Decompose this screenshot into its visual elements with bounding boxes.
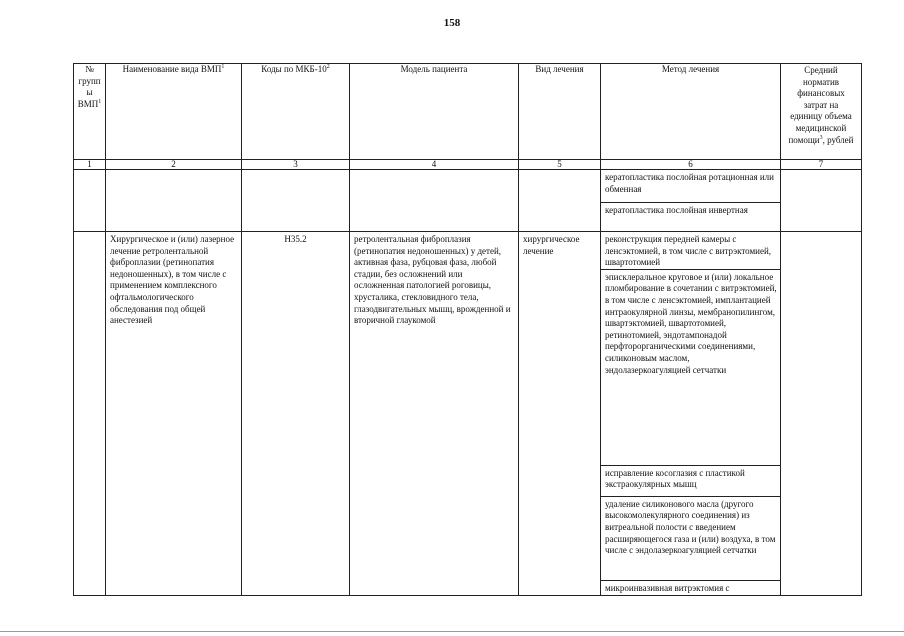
cell-mkb-code: H35.2 [242, 232, 350, 596]
header-mkb-codes: Коды по МКБ-$10^2$ [242, 64, 350, 160]
cell-cost [781, 232, 862, 596]
cell-method: микроинвазивная витрэктомия с [601, 580, 781, 595]
page-bottom-edge [0, 631, 904, 632]
column-number: 1 [74, 160, 106, 170]
cell-group-no [74, 232, 106, 596]
header-treatment-method: Метод лечения [601, 64, 781, 160]
column-number: 3 [242, 160, 350, 170]
column-number: 6 [601, 160, 781, 170]
column-number-row [74, 160, 862, 170]
cell-cost [781, 170, 862, 232]
cell-method: реконструкция передней камеры с ленсэктомией, в том числе с витрэктомией, швартотомией [601, 232, 781, 270]
header-vmp-name: Наименование вида ВМП$^1$ [106, 64, 242, 160]
column-number: 4 [350, 160, 519, 170]
continuation-row [74, 170, 862, 203]
cell-treatment-type [519, 170, 601, 232]
cell-method: эписклеральное круговое и (или) локальное пломбирование в сочетании с витрэктомией, в том числе с ленсэктомией, имплантацией интраокулярной линзы, мембранопилингом, швартэктомией, швартотомией, ретинотомией, эндотампонадой перфторорганическими соединениями, силиконовым маслом, эндолазеркоагуляцией сетчатки [601, 269, 781, 465]
cell-patient-model [350, 170, 519, 232]
column-number: 7 [781, 160, 862, 170]
column-number: 5 [519, 160, 601, 170]
header-row [74, 64, 862, 160]
header-patient-model: Модель пациента [350, 64, 519, 160]
header-cost-standard: Средний норматив финансовых затрат на единицу объема медицинской помощи$^3$, рублей [781, 64, 862, 160]
header-treatment-type: Вид лечения [519, 64, 601, 160]
header-group-no: № групп ы ВМП$^1$ [74, 64, 106, 160]
cell-vmp-name [106, 170, 242, 232]
cell-vmp-name: Хирургическое и (или) лазерное лечение ретролентальной фиброплазии (ретинопатия недоношенных), в том числе с применением комплексного офтальмологического обследования под общей анестезией [106, 232, 242, 596]
column-number: 2 [106, 160, 242, 170]
cell-group-no [74, 170, 106, 232]
entry-row [74, 232, 862, 270]
page-number: 158 [443, 17, 461, 29]
cell-method: кератопластика послойная инвертная [601, 203, 781, 232]
cell-method: кератопластика послойная ротационная или обменная [601, 170, 781, 203]
cell-method: исправление косоглазия с пластикой экстраокулярных мышц [601, 465, 781, 496]
cell-treatment-type: хирургическое лечение [519, 232, 601, 596]
cell-patient-model: ретролентальная фиброплазия (ретинопатия недоношенных) у детей, активная фаза, рубцовая фаза, любой стадии, без осложнений или осложненная патологией роговицы, хрусталика, стекловидного тела, глазодвигательных мышц, врожденной и вторичной глаукомой [350, 232, 519, 596]
cell-mkb-code [242, 170, 350, 232]
vmp-table [73, 63, 862, 596]
cell-method: удаление силиконового масла (другого высокомолекулярного соединения) из витреальной полости с введением расширяющегося газа и (или) воздуха, в том числе с эндолазеркоагуляцией сетчатки [601, 496, 781, 580]
